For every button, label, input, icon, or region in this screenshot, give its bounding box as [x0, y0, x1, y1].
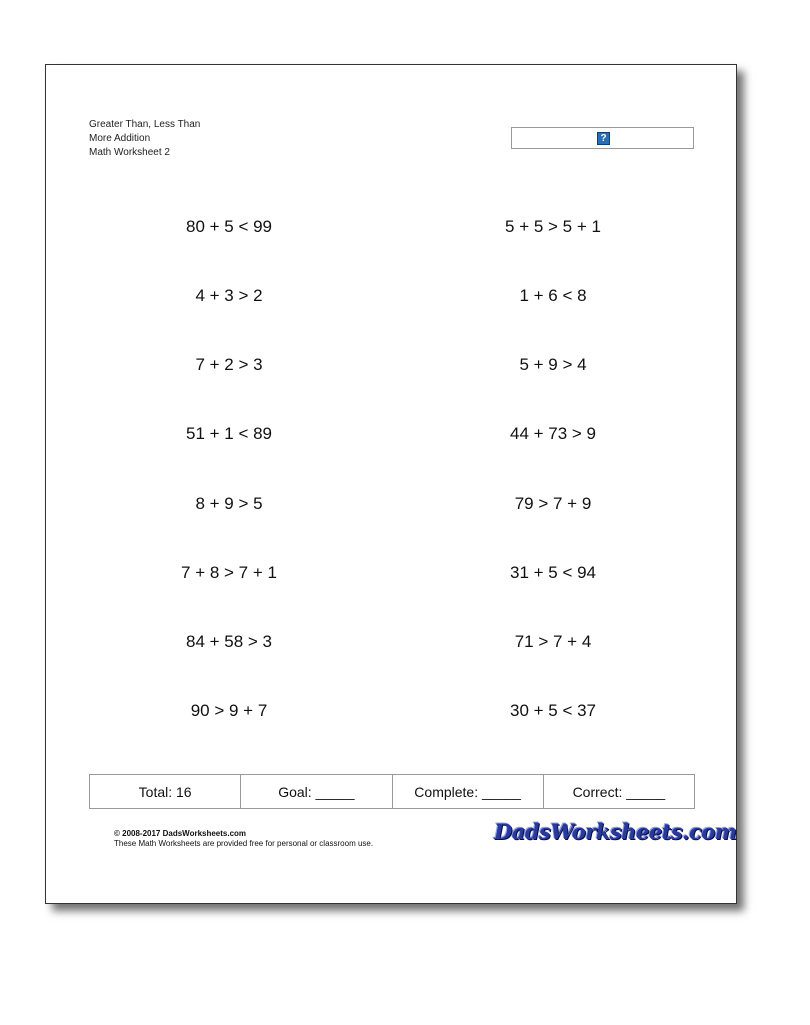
- problem-left: 90 > 9 + 7: [190, 701, 268, 720]
- problem-left: 84 + 58 > 3: [185, 632, 273, 651]
- problem-right: 1 + 6 < 8: [519, 286, 587, 305]
- worksheet-title: Greater Than, Less Than: [89, 119, 201, 130]
- problem-row: [46, 494, 738, 524]
- problem-row: [46, 424, 738, 454]
- correct-cell: Correct: _____: [572, 783, 666, 800]
- goal-cell: Goal: _____: [241, 775, 392, 808]
- problem-left: 8 + 9 > 5: [195, 494, 263, 513]
- problem-left: 7 + 8 > 7 + 1: [181, 563, 277, 582]
- answer-key-box: [511, 127, 694, 149]
- problem-left: 51 + 1 < 89: [185, 424, 273, 443]
- problem-right: 5 + 9 > 4: [519, 355, 587, 374]
- problem-row: [46, 563, 738, 593]
- problem-row: [46, 286, 738, 316]
- problem-right: 79 > 7 + 9: [514, 494, 592, 513]
- problem-left: 7 + 2 > 3: [195, 355, 263, 374]
- problem-right: 71 > 7 + 4: [514, 632, 592, 651]
- problem-row: [46, 355, 738, 385]
- problem-right: 30 + 5 < 37: [509, 701, 597, 720]
- problem-right: 31 + 5 < 94: [509, 563, 597, 582]
- complete-cell: Complete: _____: [393, 775, 544, 808]
- problem-right: 5 + 5 > 5 + 1: [505, 217, 601, 236]
- copyright-line: © 2008-2017 DadsWorksheets.com: [114, 829, 247, 838]
- problem-row: [46, 217, 738, 247]
- problem-left: 80 + 5 < 99: [185, 217, 273, 236]
- total-cell: Total: 16: [90, 775, 241, 808]
- usage-note: These Math Worksheets are provided free for personal or classroom use.: [114, 839, 374, 848]
- copyright-notice: [114, 829, 373, 849]
- worksheet-page: [45, 64, 737, 904]
- problem-row: [46, 701, 738, 731]
- score-table: [89, 774, 695, 809]
- worksheet-number: Math Worksheet 2: [89, 147, 170, 158]
- worksheet-header: [89, 118, 200, 160]
- problem-left: 4 + 3 > 2: [195, 286, 263, 305]
- problem-right: 44 + 73 > 9: [509, 424, 597, 443]
- help-icon[interactable]: ?: [597, 132, 610, 145]
- problem-row: [46, 632, 738, 662]
- dadsworksheets-logo[interactable]: DadsWorksheets.com: [494, 819, 737, 844]
- worksheet-subtitle: More Addition: [89, 133, 151, 144]
